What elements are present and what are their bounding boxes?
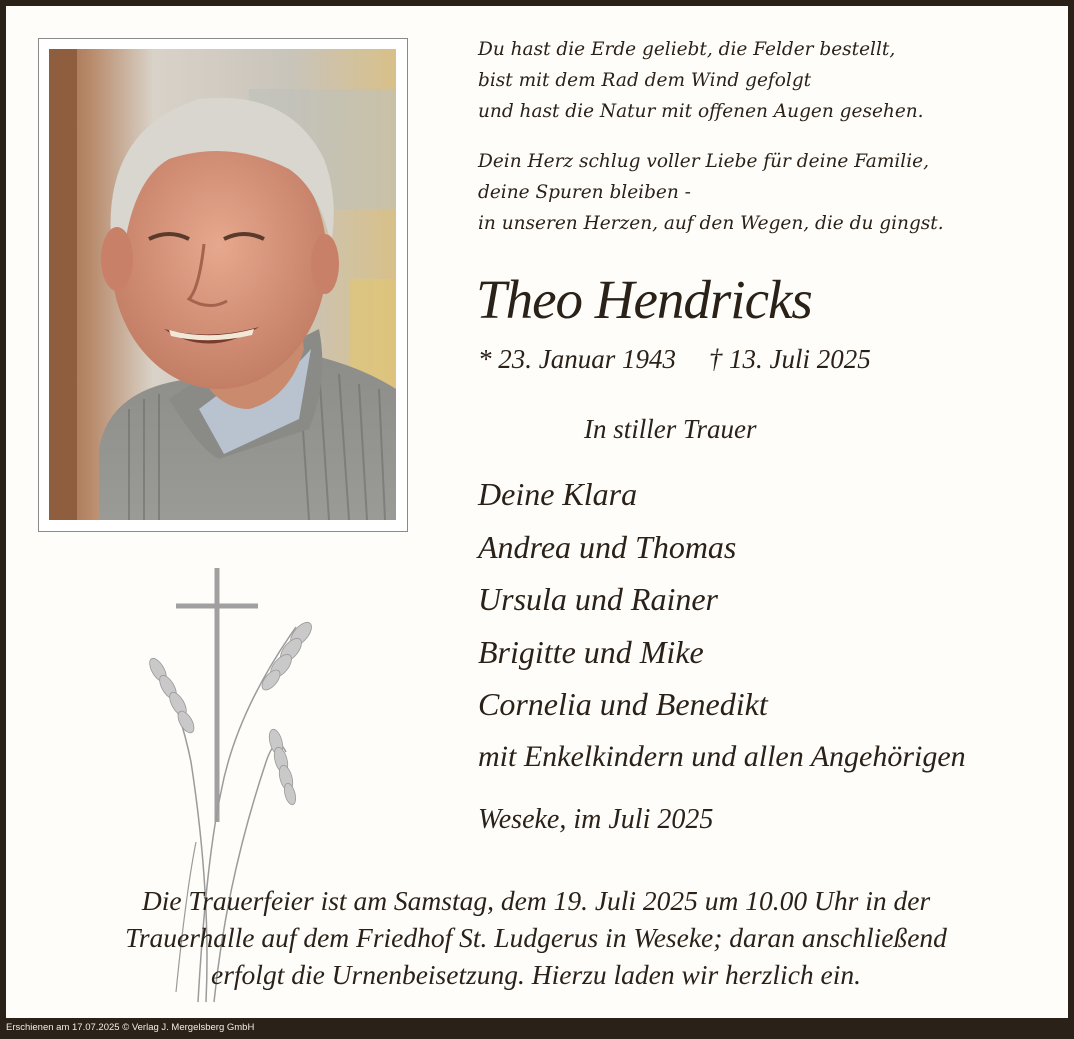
- poem-stanza-1: [478, 34, 924, 127]
- poem-line: Dein Herz schlug voller Liebe für deine Familie,: [478, 151, 929, 172]
- portrait-frame: [38, 38, 408, 532]
- family-member: Brigitte und Mike: [478, 633, 704, 670]
- birth-date: * 23. Januar 1943: [478, 344, 676, 374]
- service-notice: [46, 882, 1026, 993]
- family-member: Cornelia und Benedikt: [478, 686, 768, 722]
- death-date: † 13. Juli 2025: [708, 344, 871, 374]
- deceased-name: Theo Hendricks: [476, 269, 812, 330]
- service-line: erfolgt die Urnenbeisetzung. Hierzu laden wir herzlich ein.: [211, 959, 861, 990]
- poem-stanza-2: [478, 146, 944, 239]
- mourning-line: In stiller Trauer: [584, 414, 757, 444]
- poem-line: bist mit dem Rad dem Wind gefolgt: [478, 70, 812, 91]
- family-member: Deine Klara: [478, 476, 638, 512]
- poem-line: und hast die Natur mit offenen Augen gesehen.: [478, 101, 924, 122]
- poem-line: in unseren Herzen, auf den Wegen, die du gingst.: [478, 213, 944, 234]
- poem-line: deine Spuren bleiben -: [478, 182, 691, 203]
- service-line: Die Trauerfeier ist am Samstag, dem 19. Juli 2025 um 10.00 Uhr in der: [141, 885, 931, 916]
- family-list: [478, 468, 966, 783]
- service-line: Trauerhalle auf dem Friedhof St. Ludgerus in Weseke; daran anschließend: [125, 922, 947, 953]
- portrait-photo: [49, 49, 396, 520]
- family-member: Andrea und Thomas: [478, 528, 737, 565]
- publication-footer: Erschienen am 17.07.2025 © Verlag J. Mergelsberg GmbH: [6, 1022, 255, 1033]
- poem-line: Du hast die Erde geliebt, die Felder bestellt,: [478, 39, 896, 60]
- obituary-card: [6, 6, 1068, 1018]
- life-dates: [478, 344, 897, 375]
- place-date: Weseke, im Juli 2025: [478, 804, 714, 835]
- family-member: Ursula und Rainer: [478, 581, 718, 617]
- family-member: mit Enkelkindern und allen Angehörigen: [478, 739, 966, 773]
